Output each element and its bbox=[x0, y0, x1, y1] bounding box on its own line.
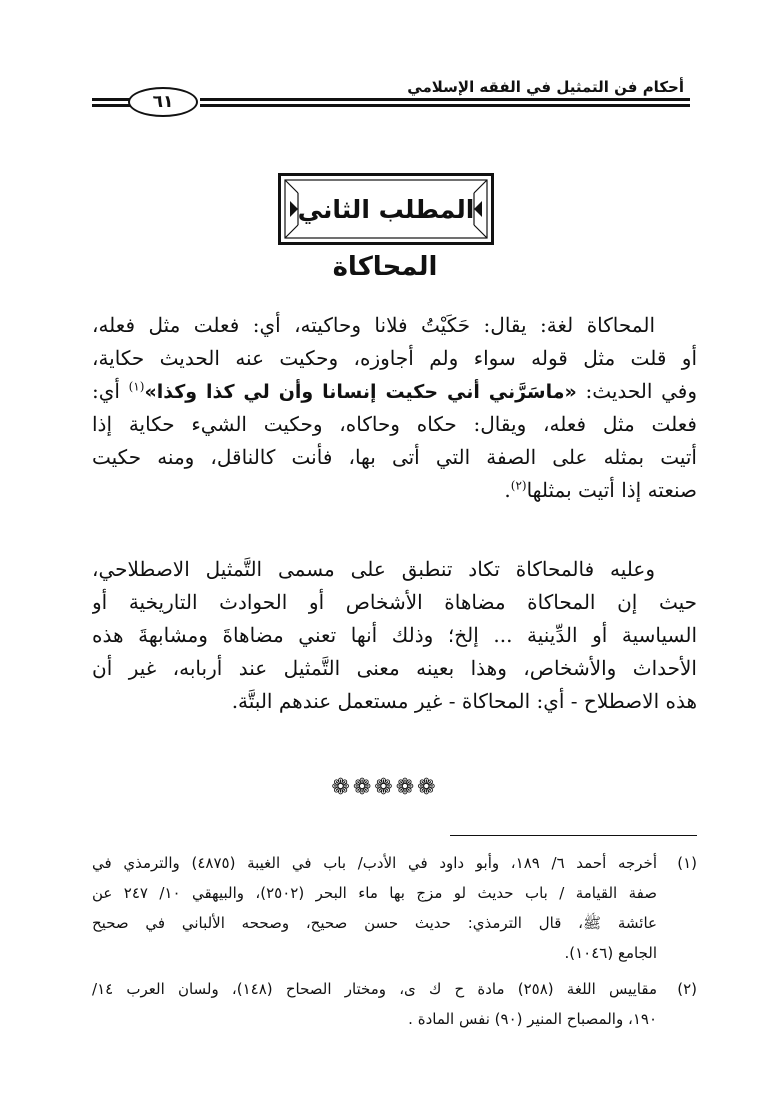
text-line: الأحداث والأشخاص، وهذا بعينه معنى التَّمثيل عند أربابه، غير أن bbox=[92, 656, 697, 680]
header-rule bbox=[200, 98, 690, 101]
paragraph-2 bbox=[92, 553, 697, 718]
header-rule-short bbox=[92, 98, 130, 101]
footnote-separator bbox=[450, 835, 697, 836]
subheading: المحاكاة bbox=[332, 252, 438, 282]
footnote-line: أخرجه أحمد ٦/ ١٨٩، وأبو داود في الأدب/ باب في الغيبة (٤٨٧٥) والترمذي في bbox=[92, 854, 657, 872]
paragraph-1 bbox=[92, 309, 697, 507]
text-span: وفي الحديث: bbox=[576, 379, 697, 403]
text-span: . bbox=[504, 478, 511, 502]
footnote-line: الجامع (١٠٤٦). bbox=[564, 944, 657, 962]
footnote-ref-1: (١) bbox=[128, 379, 145, 394]
text-line bbox=[92, 375, 697, 408]
text-span: أي: bbox=[92, 379, 129, 403]
section-heading: المطلب الثاني bbox=[297, 194, 475, 224]
text-line: حيث إن المحاكاة مضاهاة الأشخاص أو الحوادث التاريخية أو bbox=[92, 590, 697, 614]
text-line bbox=[92, 474, 697, 507]
text-line: السياسية أو الدِّينية ... إلخ؛ وذلك أنها تعني مضاهاةَ ومشابهةَ هذه bbox=[92, 623, 697, 647]
section-end-ornaments: ❁❁❁❁❁ bbox=[331, 775, 439, 800]
running-title: أحكام فن التمثيل في الفقه الإسلامي bbox=[407, 78, 684, 96]
footnote-line: ١٩٠، والمصباح المنير (٩٠) نفس المادة . bbox=[408, 1010, 657, 1028]
header-rule-short bbox=[92, 104, 130, 107]
text-line: وعليه فالمحاكاة تكاد تنطبق على مسمى التَّمثيل الاصطلاحي، bbox=[92, 557, 655, 581]
footnote-2 bbox=[92, 974, 697, 1034]
text-line: فعلت مثل فعله، ويقال: حكاه وحاكاه، وحكيت الشيء حكاية إذا bbox=[92, 412, 697, 436]
footnote-number: (٢) bbox=[677, 980, 697, 998]
text-line: هذه الاصطلاح - أي: المحاكاة - غير مستعمل عندهم البتَّة. bbox=[231, 689, 697, 713]
text-line: أو قلت مثل قوله سواء ولم أجاوزه، وحكيت عنه الحديث حكاية، bbox=[92, 346, 697, 370]
text-line: أتيت بمثله على الصفة التي أتى بها، فأنت كالناقل، ومنه حكيت bbox=[92, 445, 697, 469]
header-rule bbox=[200, 104, 690, 107]
page-number: ٦١ bbox=[128, 87, 198, 117]
section-heading-frame bbox=[278, 173, 494, 245]
footnote-line: عائشة ﷺ، قال الترمذي: حديث حسن صحيح، وصححه الألباني في صحيح bbox=[92, 914, 657, 932]
footnotes bbox=[92, 848, 697, 1040]
footnote-line: مقاييس اللغة (٢٥٨) مادة ح ك ى، ومختار الصحاح (١٤٨)، ولسان العرب ١٤/ bbox=[92, 980, 657, 998]
footnote-ref-2: (٢) bbox=[510, 478, 527, 493]
footnote-1 bbox=[92, 848, 697, 968]
text-line: المحاكاة لغة: يقال: حَكَيْتُ فلانا وحاكيته، أي: فعلت مثل فعله، bbox=[92, 313, 655, 337]
footnote-line: صفة القيامة / باب حديث لو مزج بها ماء البحر (٢٥٠٢)، والبيهقي ١٠/ ٢٤٧ عن bbox=[92, 884, 657, 902]
footnote-number: (١) bbox=[677, 854, 697, 872]
hadith-quote: «ماسَرَّني أني حكيت إنسانا وأن لي كذا وكذا» bbox=[144, 381, 577, 403]
text-span: صنعته إذا أتيت بمثلها bbox=[526, 478, 697, 502]
